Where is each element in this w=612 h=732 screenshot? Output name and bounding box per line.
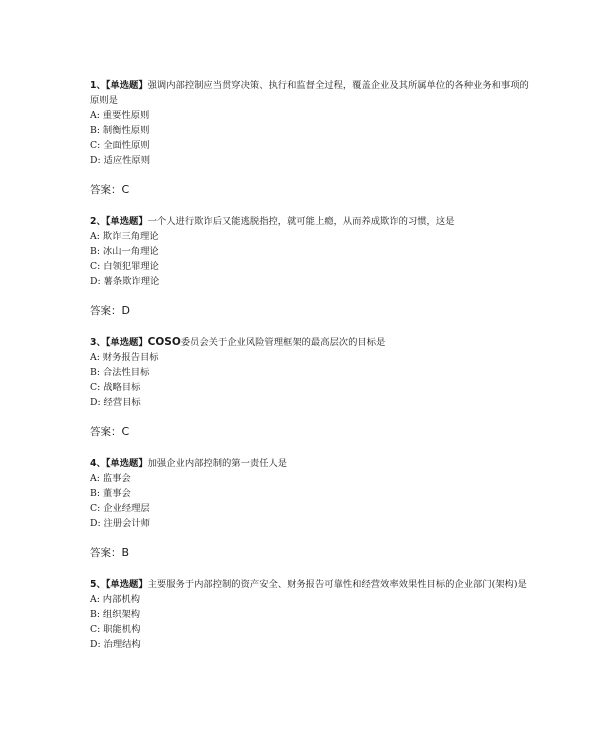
- question-4-title: [90, 456, 530, 471]
- answer-line: [90, 183, 530, 197]
- option-b: B: 董事会: [90, 488, 131, 499]
- option-a: A: 欺诈三角理论: [90, 231, 159, 242]
- question-type: 【单选题】: [105, 337, 148, 348]
- option-c: C: 战略目标: [90, 382, 141, 393]
- question-number: 2、: [90, 216, 106, 227]
- question-text: 委员会关于企业风险管理框架的最高层次的目标是: [180, 337, 386, 348]
- question-1-title: [90, 78, 530, 108]
- question-2-title: [90, 214, 530, 229]
- question-text: 强调内部控制应当贯穿决策、执行和监督全过程，覆盖企业及其所属单位的各种业务和事项的原则是: [90, 80, 529, 106]
- question-1: [90, 78, 530, 197]
- option-c: C: 白领犯罪理论: [90, 261, 159, 272]
- answer-value: C: [121, 425, 130, 438]
- question-5: [90, 577, 530, 652]
- question-number: 5、: [90, 579, 106, 590]
- option-b: B: 制衡性原则: [90, 125, 150, 136]
- question-type: 【单选题】: [105, 458, 148, 469]
- question-latin-term: COSO: [147, 336, 181, 348]
- answer-value: B: [121, 546, 130, 559]
- question-text: 一个人进行欺诈后又能逃脱指控，就可能上瘾，从而养成欺诈的习惯，这是: [147, 216, 455, 227]
- answer-line: [90, 425, 530, 439]
- question-text: 加强企业内部控制的第一责任人是: [147, 458, 288, 469]
- option-d: D: 治理结构: [90, 639, 141, 650]
- option-a: A: 重要性原则: [90, 110, 150, 121]
- question-type: 【单选题】: [105, 216, 148, 227]
- question-3: [90, 335, 530, 439]
- question-number: 1、: [90, 80, 106, 91]
- option-c: C: 全面性原则: [90, 140, 150, 151]
- question-3-title: [90, 335, 530, 350]
- answer-label: 答案：: [90, 426, 122, 438]
- option-b: B: 组织架构: [90, 609, 141, 620]
- question-number: 3、: [90, 337, 106, 348]
- option-a: A: 财务报告目标: [90, 352, 159, 363]
- option-d: D: 适应性原则: [90, 155, 151, 166]
- answer-value: C: [121, 183, 130, 196]
- question-number: 4、: [90, 458, 106, 469]
- answer-value: D: [121, 304, 130, 317]
- option-a: A: 内部机构: [90, 594, 140, 605]
- answer-label: 答案：: [90, 184, 122, 196]
- option-d: D: 薯条欺诈理论: [90, 276, 160, 287]
- answer-label: 答案：: [90, 305, 122, 317]
- option-c: C: 职能机构: [90, 624, 141, 635]
- question-5-title: [90, 577, 530, 592]
- option-d: D: 注册会计师: [90, 518, 151, 529]
- question-4: [90, 456, 530, 560]
- question-type: 【单选题】: [105, 579, 148, 590]
- question-2: [90, 214, 530, 318]
- option-b: B: 合法性目标: [90, 367, 150, 378]
- answer-line: [90, 546, 530, 560]
- question-text: 主要服务于内部控制的资产安全、财务报告可靠性和经营效率效果性目标的企业部门(架构)是: [147, 579, 527, 590]
- question-type: 【单选题】: [105, 80, 148, 91]
- option-c: C: 企业经理层: [90, 503, 150, 514]
- answer-line: [90, 304, 530, 318]
- answer-label: 答案：: [90, 547, 122, 559]
- option-b: B: 冰山一角理论: [90, 246, 159, 257]
- option-d: D: 经营目标: [90, 397, 141, 408]
- document-page: [90, 78, 530, 652]
- option-a: A: 监事会: [90, 473, 131, 484]
